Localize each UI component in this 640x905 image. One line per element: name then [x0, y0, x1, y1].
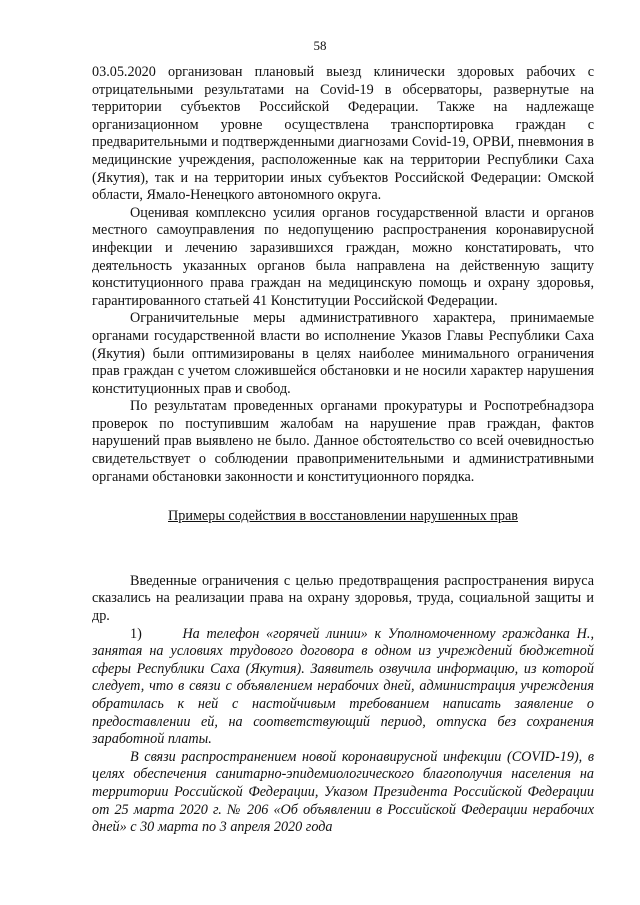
paragraph-2: Оценивая комплексно усилия органов государственной власти и органов местного самоуправления по недопущению распространения коронавирусной инфекции и лечению заразившихся граждан, можно констатировать, что деятельность указанных органов была направлена на действенную защиту конституционного права граждан на медицинскую помощь и охрану здоровья, гарантированного статьей 41 Конституции Российской Федерации.	[92, 204, 594, 309]
example-1-number: 1)	[130, 625, 142, 642]
document-body	[92, 64, 594, 837]
paragraph-3: Ограничительные меры административного характера, принимаемые органами государственной власти во исполнение Указов Главы Республики Саха (Якутия) были оптимизированы в целях наиболее минимального ограничения прав граждан с учетом сложившейся обстановки и не носили характер нарушения конституционных прав и свобод.	[92, 310, 594, 397]
intro-paragraph: Введенные ограничения с целью предотвращения распространения вируса сказались на реализации права на охрану здоровья, труда, социальной защиты и др.	[92, 572, 594, 625]
example-1	[92, 626, 594, 749]
paragraph-4: По результатам проведенных органами прокуратуры и Роспотребнадзора проверок по поступившим жалобам на нарушение прав граждан, фактов нарушений прав выявлено не было. Данное обстоятельство со всей очевидностью свидетельствует о соблюдении правоприменительными и административными органами обстановки законности и конституционного порядка.	[92, 398, 594, 485]
example-1-text: На телефон «горячей линии» к Уполномоченному гражданка Н., занятая на условиях трудового договора в одном из учреждений бюджетной сферы Республики Саха (Якутия). Заявитель озвучила информацию, из которой следует, что в связи с объявлением нерабочих дней, администрация учреждения обратилась к ней с настойчивым требованием написать заявление о предоставлении ей, на соответствующий период, отпуска без сохранения заработной платы.	[92, 625, 594, 748]
example-1-continuation: В связи распространением новой коронавирусной инфекции (COVID-19), в целях обеспечения санитарно-эпидемиологического благополучия населения на территории Российской Федерации, Указом Президента Российской Федерации от 25 марта 2020 г. № 206 «Об объявлении в Российской Федерации нерабочих дней» с 30 марта по 3 апреля 2020 года	[92, 748, 594, 836]
section-heading: Примеры содействия в восстановлении нарушенных прав	[168, 508, 518, 525]
paragraph-1: 03.05.2020 организован плановый выезд клинически здоровых рабочих с отрицательными результатами на Covid-19 в обсерваторы, развернутые на территории субъектов Российской Федерации. Также на надлежаще организационном уровне осуществлена транспортировка граждан с предварительными и подтвержденными диагнозами Covid-19, ОРВИ, пневмония в медицинские учреждения, расположенные как на территории Республики Саха (Якутия), так и на территории иных субъектов Российской Федерации: Омской области, Ямало-Ненецкого автономного округа.	[92, 64, 594, 204]
page-number: 58	[313, 38, 327, 53]
